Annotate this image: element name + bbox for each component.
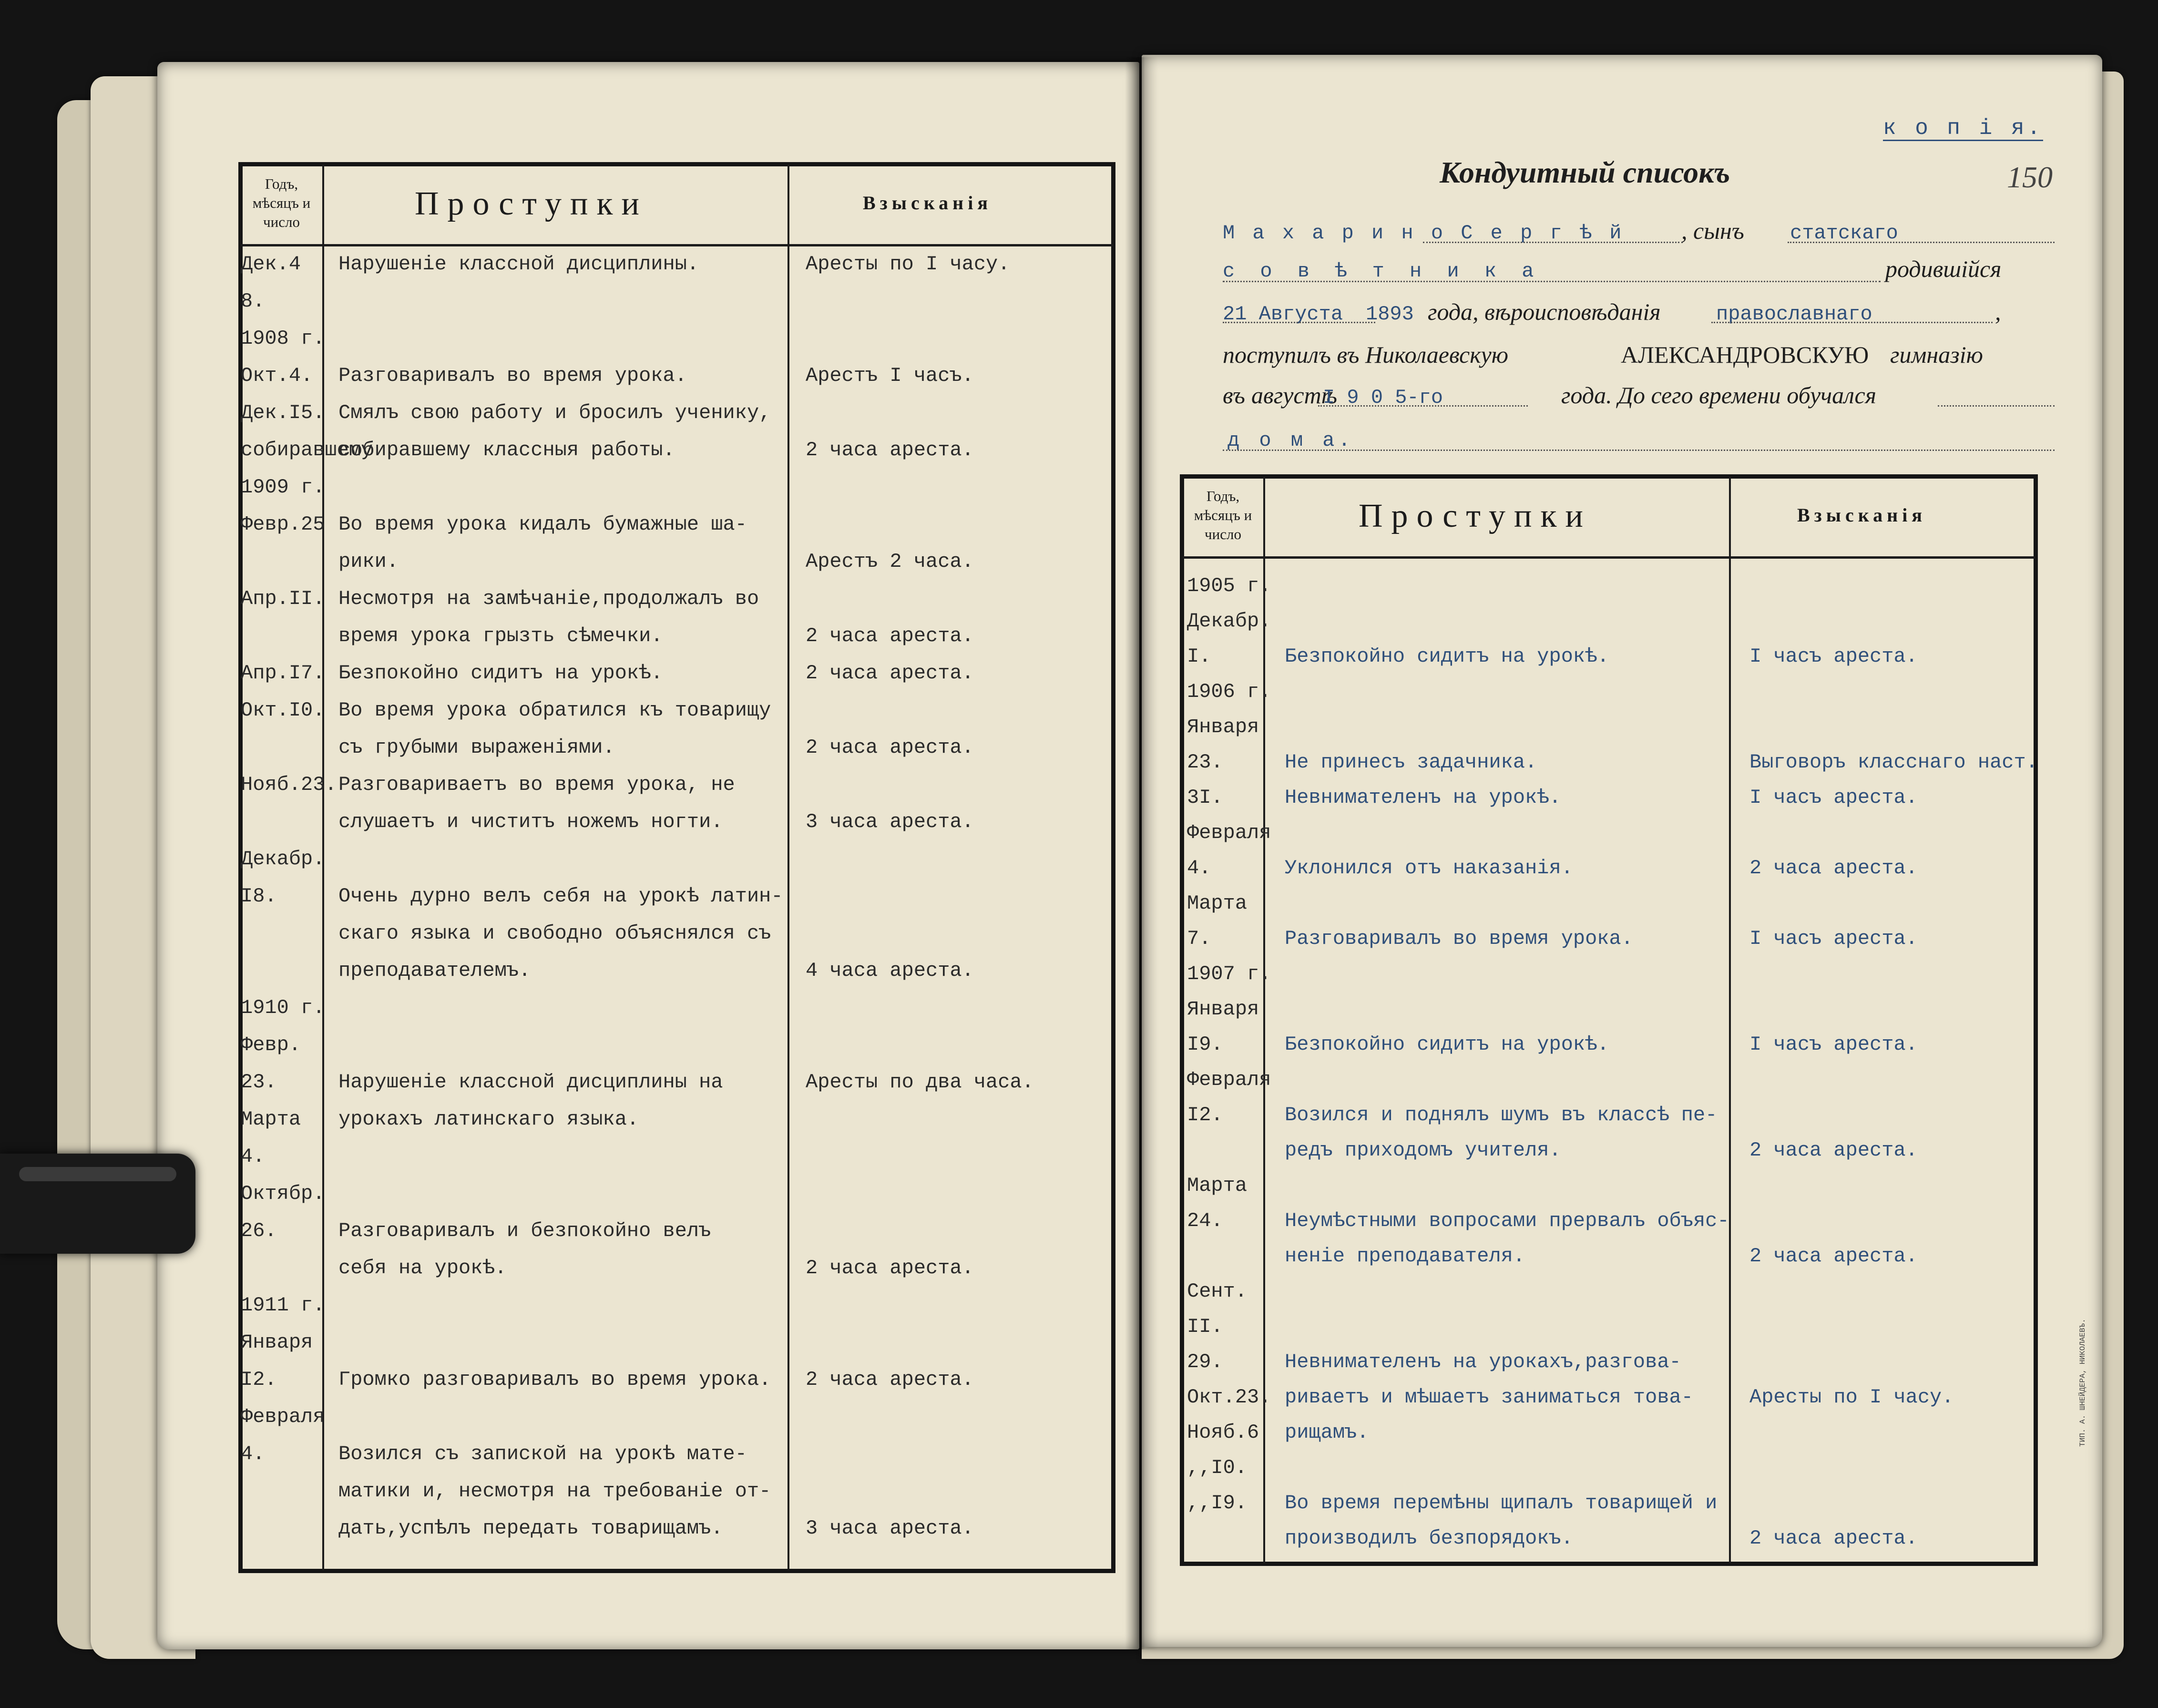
row-date: 1907 г.	[1187, 962, 1271, 985]
row-penalty: 2 часа ареста.	[806, 662, 974, 685]
row-date: 8.	[241, 290, 265, 313]
row-penalty: Аресты по I часу.	[1749, 1386, 1954, 1409]
left-header-offenses: Проступки	[415, 185, 648, 222]
row-offense: Невнимателенъ на урокѣ.	[1285, 786, 1561, 809]
birth-year: 1893	[1366, 303, 1414, 326]
row-penalty: Аресты по I часу.	[806, 253, 1010, 276]
row-date: Окт.23.	[1187, 1386, 1271, 1409]
row-offense: время урока грызть сѣмечки.	[338, 624, 663, 647]
row-offense: преподавателемъ.	[338, 959, 531, 982]
row-date: II.	[1187, 1315, 1223, 1338]
row-offense: Нарушеніе классной дисциплины на	[338, 1071, 723, 1094]
born-label: родившійся	[1885, 256, 2002, 282]
row-penalty: Выговоръ класснаго наст.	[1749, 751, 2038, 774]
row-offense: Разговариваетъ во время урока, не	[338, 773, 735, 796]
row-offense: Неумѣстными вопросами прервалъ объяс-	[1285, 1209, 1729, 1232]
row-penalty: 3 часа ареста.	[806, 1517, 974, 1540]
student-name: М а х а р и н о С е р г ѣ й	[1223, 222, 1625, 245]
row-date: 26.	[241, 1219, 277, 1242]
row-offense: Разговаривалъ и безпокойно велъ	[338, 1219, 711, 1242]
comma-mark: ,	[1995, 298, 2001, 325]
year-word: года, вѣроисповѣданія	[1428, 298, 1661, 325]
row-offense: Очень дурно велъ себя на урокѣ латин-	[338, 885, 783, 908]
row-date: 29.	[1187, 1350, 1223, 1373]
row-date: Дек.4	[241, 253, 301, 276]
row-date: I8.	[241, 885, 277, 908]
row-date: Февраля	[1187, 1068, 1271, 1091]
row-date: Марта	[1187, 892, 1248, 915]
row-date: Дек.I5.	[241, 401, 325, 424]
row-date: ,,I0.	[1187, 1456, 1248, 1479]
row-offense: Безпокойно сидитъ на урокѣ.	[1285, 645, 1609, 668]
row-date: I2.	[1187, 1104, 1223, 1126]
row-date: Января	[1187, 716, 1259, 738]
row-offense: Разговаривалъ во время урока.	[338, 364, 687, 387]
row-offense: Во время перемѣны щипалъ товарищей и	[1285, 1492, 1718, 1514]
book-spine	[1125, 57, 1158, 1649]
row-offense: себя на урокѣ.	[338, 1257, 507, 1279]
right-header-offenses: Проступки	[1359, 498, 1592, 534]
row-offense: Возился съ запиской на урокѣ мате-	[338, 1442, 747, 1465]
row-offense: матики и, несмотря на требованіе от-	[338, 1480, 771, 1503]
entry-year: I 9 0 5-го	[1323, 386, 1443, 409]
entry-month: августѣ	[1251, 382, 1338, 409]
row-date: 1910 г.	[241, 996, 325, 1019]
row-date: Окт.4.	[241, 364, 313, 387]
row-date: 23.	[241, 1071, 277, 1094]
row-date: Октябр.	[241, 1182, 325, 1205]
row-date: 23.	[1187, 751, 1223, 774]
row-penalty: 4 часа ареста.	[806, 959, 974, 982]
row-offense: Не принесъ задачника.	[1285, 751, 1537, 774]
row-penalty: I часъ ареста.	[1749, 645, 1918, 668]
row-offense: урокахъ латинскаго языка.	[338, 1108, 639, 1131]
row-date: Декабр.	[241, 848, 325, 870]
row-date: 1908 г.	[241, 327, 325, 350]
row-penalty: 2 часа ареста.	[1749, 1245, 1918, 1268]
document-title: Кондуитный списокъ	[1440, 155, 1730, 189]
row-date: Нояб.6	[1187, 1421, 1259, 1444]
row-penalty: 2 часа ареста.	[1749, 1139, 1918, 1162]
row-date: Окт.I0.	[241, 699, 325, 722]
gymnasium-name: АЛЕКСАНДРОВСКУЮ	[1621, 341, 1869, 368]
row-date: Февр.25	[241, 513, 325, 536]
row-penalty: Аресты по два часа.	[806, 1071, 1034, 1094]
row-penalty: 3 часа ареста.	[806, 810, 974, 833]
row-date: 1905 г.	[1187, 574, 1271, 597]
row-penalty: 2 часа ареста.	[1749, 857, 1918, 880]
son-of-label: , сынъ	[1681, 217, 1744, 244]
row-date: Декабр.	[1187, 610, 1271, 633]
row-date: 1906 г.	[1187, 680, 1271, 703]
row-penalty: Арестъ 2 часа.	[806, 550, 974, 573]
entered-label: поступилъ въ Николаевскую	[1223, 341, 1509, 368]
row-date: 4.	[241, 1145, 265, 1168]
row-offense: Разговаривалъ во время урока.	[1285, 927, 1633, 950]
row-offense: собиравшему классныя работы.	[338, 439, 675, 461]
row-offense: Безпокойно сидитъ на урокѣ.	[338, 662, 663, 685]
row-date: 1911 г.	[241, 1294, 325, 1317]
row-offense: Возился и поднялъ шумъ въ классѣ пе-	[1285, 1104, 1718, 1126]
row-offense: Смялъ свою работу и бросилъ ученику,	[338, 401, 771, 424]
religion: православнаго	[1716, 303, 1872, 326]
in-label: въ	[1223, 382, 1245, 409]
row-date: 3I.	[1187, 786, 1223, 809]
row-offense: Уклонился отъ наказанія.	[1285, 857, 1573, 880]
father-rank-2: с о в ѣ т н и к а	[1223, 260, 1541, 283]
row-date: Января	[241, 1331, 313, 1354]
printer-mark: ТИП. А. ШНЕЙДЕРА, НИКОЛАЕВЪ.	[2078, 1319, 2087, 1447]
copy-mark: к о п і я.	[1883, 116, 2044, 141]
row-date: Сент.	[1187, 1280, 1248, 1303]
right-header-penalties: Взысканія	[1797, 504, 1926, 526]
row-offense: риваетъ и мѣшаетъ заниматься това-	[1285, 1386, 1693, 1409]
right-header-date: Годъ, мѣсяцъ и число	[1194, 488, 1252, 542]
row-offense: Несмотря на замѣчаніе,продолжалъ во	[338, 587, 759, 610]
row-date: Февраля	[1187, 821, 1271, 844]
row-offense: редъ приходомъ учителя.	[1285, 1139, 1561, 1162]
row-penalty: Арестъ I часъ.	[806, 364, 974, 387]
right-page	[1142, 55, 2102, 1647]
row-date: 1909 г.	[241, 476, 325, 499]
row-offense: дать,успѣлъ передать товарищамъ.	[338, 1517, 723, 1540]
row-penalty: 2 часа ареста.	[806, 1368, 974, 1391]
row-date: I.	[1187, 645, 1211, 668]
left-header-date: Годъ, мѣсяцъ и число	[252, 175, 311, 230]
row-date: 4.	[241, 1442, 265, 1465]
studied-label: года. До сего времени обучался	[1561, 382, 1876, 409]
row-date: Февраля	[241, 1405, 325, 1428]
row-date: Марта	[1187, 1174, 1248, 1197]
row-offense: съ грубыми выраженіями.	[338, 736, 615, 759]
row-offense: Безпокойно сидитъ на урокѣ.	[1285, 1033, 1609, 1056]
row-offense: неніе преподавателя.	[1285, 1245, 1525, 1268]
page-number: 150	[2007, 160, 2053, 194]
row-date: собиравшему	[241, 439, 373, 461]
studied-place: д о м а.	[1227, 429, 1354, 452]
row-date: 24.	[1187, 1209, 1223, 1232]
row-penalty: I часъ ареста.	[1749, 786, 1918, 809]
left-page	[157, 62, 1139, 1649]
row-penalty: 2 часа ареста.	[806, 439, 974, 461]
row-date: 7.	[1187, 927, 1211, 950]
row-date: I2.	[241, 1368, 277, 1391]
row-offense: скаго языка и свободно объяснялся съ	[338, 922, 771, 945]
row-penalty: I часъ ареста.	[1749, 1033, 1918, 1056]
row-offense: рики.	[338, 550, 399, 573]
row-offense: Во время урока обратился къ товарищу	[338, 699, 771, 722]
row-penalty: 2 часа ареста.	[806, 736, 974, 759]
row-offense: слушаетъ и чиститъ ножемъ ногти.	[338, 810, 723, 833]
left-header-penalties: Взысканія	[863, 192, 992, 214]
row-offense: Нарушеніе классной дисциплины.	[338, 253, 699, 276]
row-date: Марта	[241, 1108, 301, 1131]
row-offense: производилъ безпорядокъ.	[1285, 1527, 1573, 1550]
row-date: ,,I9.	[1187, 1492, 1248, 1514]
row-date: I9.	[1187, 1033, 1223, 1056]
binder-clip	[0, 1154, 195, 1254]
birth-date: 21 Августа	[1223, 303, 1343, 326]
row-date: Нояб.23.	[241, 773, 337, 796]
row-penalty: 2 часа ареста.	[1749, 1527, 1918, 1550]
row-date: Февр.	[241, 1033, 301, 1056]
row-date: Января	[1187, 998, 1259, 1021]
row-penalty: 2 часа ареста.	[806, 1257, 974, 1279]
row-offense: Громко разговаривалъ во время урока.	[338, 1368, 771, 1391]
father-rank: статскаго	[1790, 222, 1898, 245]
gymnasium-word: гимназію	[1890, 341, 1983, 368]
row-offense: Во время урока кидалъ бумажные ша-	[338, 513, 747, 536]
row-offense: рищамъ.	[1285, 1421, 1369, 1444]
row-date: 4.	[1187, 857, 1211, 880]
row-date: Апр.I7.	[241, 662, 325, 685]
row-penalty: I часъ ареста.	[1749, 927, 1918, 950]
row-penalty: 2 часа ареста.	[806, 624, 974, 647]
row-offense: Невнимателенъ на урокахъ,разгова-	[1285, 1350, 1681, 1373]
row-date: Апр.II.	[241, 587, 325, 610]
